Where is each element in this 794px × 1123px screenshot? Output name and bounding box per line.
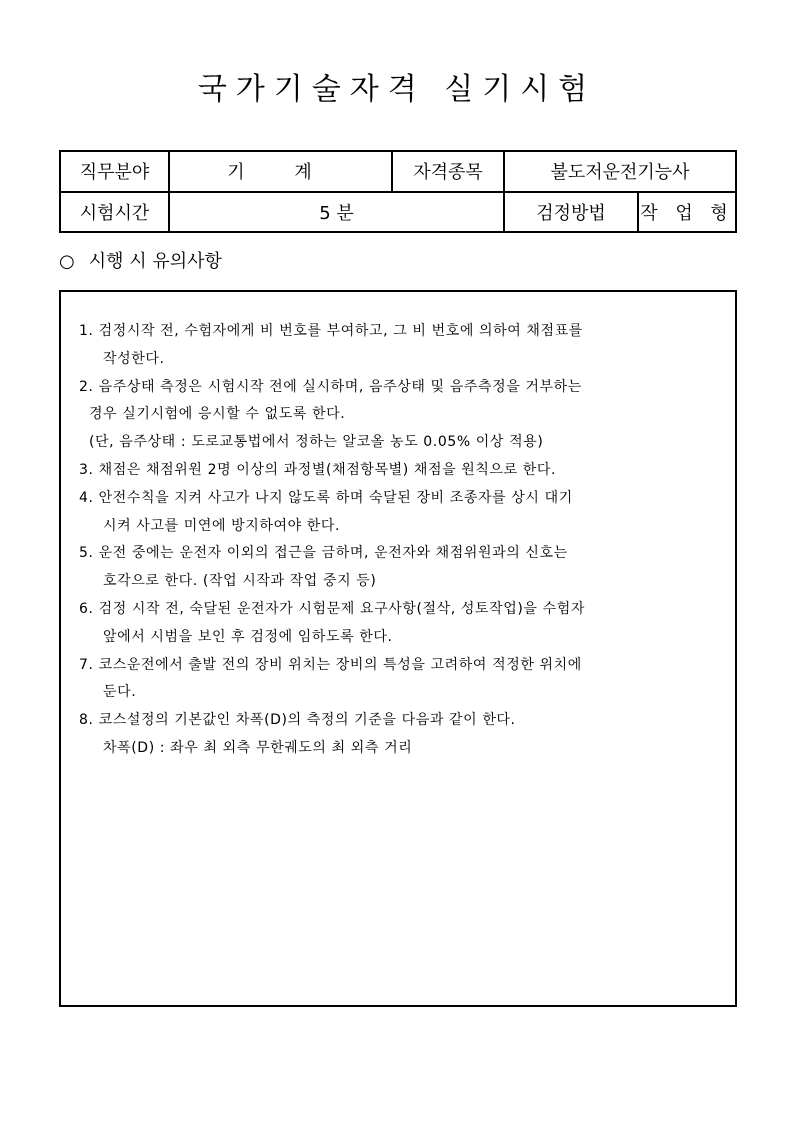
circle-bullet-icon: ○ (59, 251, 75, 272)
exam-time-value: 5 분 (169, 192, 504, 233)
notice-line: (단, 음주상태 : 도로교통법에서 정하는 알코올 농도 0.05% 이상 적용) (89, 434, 544, 451)
job-field-value: 기 계 (169, 151, 392, 192)
notice-line: 4. 안전수칙을 지켜 사고가 나지 않도록 하며 숙달된 장비 조종자를 상시 대기 (79, 489, 573, 506)
notice-line: 8. 코스설정의 기본값인 차폭(D)의 측정의 기준을 다음과 같이 한다. (79, 712, 516, 729)
exam-time-label: 시험시간 (60, 192, 169, 233)
notice-box (59, 290, 737, 1007)
notice-line: 차폭(D) : 좌우 최 외측 무한궤도의 최 외측 거리 (103, 739, 413, 756)
notice-line: 1. 검정시작 전, 수험자에게 비 번호를 부여하고, 그 비 번호에 의하여 채점표를 (79, 323, 583, 339)
notice-line: 2. 음주상태 측정은 시험시작 전에 실시하며, 음주상태 및 음주측정을 거부하는 (79, 378, 582, 395)
qualification-value: 불도저운전기능사 (504, 151, 736, 192)
notice-line: 5. 운전 중에는 운전자 이외의 접근을 금하며, 운전자와 채점위원과의 신호는 (79, 545, 568, 562)
page-title: 국가기술자격 실기시험 (197, 72, 597, 107)
notice-line: 시켜 사고를 미연에 방지하여야 한다. (103, 517, 341, 534)
info-row-1 (60, 151, 736, 192)
notice-line: 작성한다. (103, 350, 165, 367)
notice-line: 6. 검정 시작 전, 숙달된 운전자가 시험문제 요구사항(절삭, 성토작업)을 수험자 (79, 600, 585, 617)
notice-list (79, 318, 729, 763)
method-value: 작 업 형 (638, 192, 736, 233)
notice-line: 3. 채점은 채점위원 2명 이상의 과정별(채점항목별) 채점을 원칙으로 한다. (79, 461, 557, 478)
info-row-2 (60, 192, 736, 233)
notice-heading (59, 250, 222, 274)
job-field-label: 직무분야 (60, 151, 169, 192)
notice-line: 7. 코스운전에서 출발 전의 장비 위치는 장비의 특성을 고려하여 적정한 위치에 (79, 656, 582, 673)
notice-line: 둔다. (103, 684, 137, 701)
notice-line: 호각으로 한다. (작업 시작과 작업 중지 등) (103, 573, 377, 590)
qualification-label: 자격종목 (392, 151, 504, 192)
notice-line: 경우 실기시험에 응시할 수 없도록 한다. (89, 406, 346, 423)
exam-info-table (59, 150, 737, 233)
notice-line: 앞에서 시범을 보인 후 검정에 임하도록 한다. (103, 628, 393, 645)
method-label: 검정방법 (504, 192, 638, 233)
notice-heading-text: 시행 시 유의사항 (88, 251, 222, 272)
